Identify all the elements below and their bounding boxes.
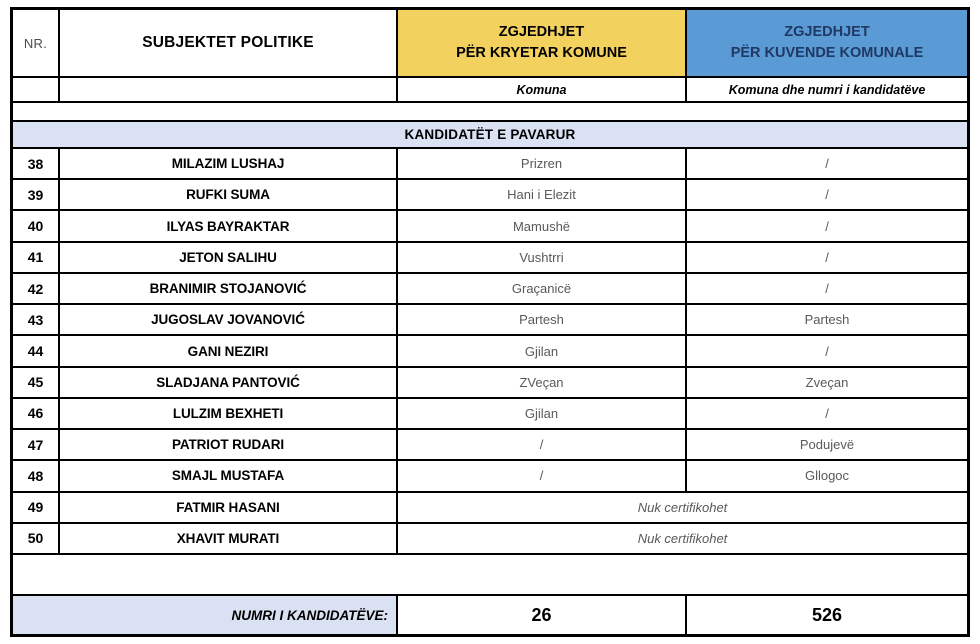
spacer-row-bottom [13, 555, 967, 596]
cell-nr: 45 [13, 368, 60, 397]
totals-assembly-count: 526 [811, 604, 843, 625]
cell-nr: 41 [13, 243, 60, 272]
cell-mayor-komuna: Gjilan [398, 336, 687, 365]
cell-nr: 49 [13, 493, 60, 522]
table-subheader-row [13, 78, 967, 103]
subheader-nr-empty [13, 78, 60, 101]
cell-mayor-komuna: Vushtrri [398, 243, 687, 272]
cell-candidate-name: GANI NEZIRI [60, 336, 398, 365]
header-mayor-elections [398, 10, 687, 76]
cell-nr: 39 [13, 180, 60, 209]
totals-mayor-count: 26 [398, 596, 687, 634]
table-row [13, 368, 967, 399]
table-row [13, 399, 967, 430]
header-assembly-line1: ZGJEDHJET [784, 23, 870, 40]
header-mayor-line1: ZGJEDHJET [498, 23, 585, 40]
cell-assembly-komuna: Podujevë [799, 437, 855, 453]
cell-mayor-komuna: Hani i Elezit [398, 180, 687, 209]
data-rows [13, 149, 967, 555]
candidates-table [10, 7, 970, 637]
cell-candidate-name: MILAZIM LUSHAJ [60, 149, 398, 178]
table-header-row [13, 10, 967, 78]
cell-nr: 43 [13, 305, 60, 334]
header-mayor-line2: PËR KRYETAR KOMUNE [456, 45, 627, 61]
cell-candidate-name: ILYAS BAYRAKTAR [60, 211, 398, 240]
header-nr: NR. [13, 10, 60, 76]
subheader-mayor-komuna: Komuna [398, 78, 687, 101]
cell-assembly-komuna: / [825, 187, 829, 203]
cell-nr: 50 [13, 524, 60, 553]
cell-assembly-komuna: / [825, 343, 829, 359]
totals-row [13, 596, 967, 634]
cell-candidate-name: JETON SALIHU [60, 243, 398, 272]
header-assembly-line2: PËR KUVENDE KOMUNALE [730, 45, 924, 61]
cell-candidate-name: JUGOSLAV JOVANOVIĆ [60, 305, 398, 334]
cell-candidate-name: SMAJL MUSTAFA [60, 461, 398, 490]
cell-mayor-komuna: Graçanicë [398, 274, 687, 303]
cell-assembly-komuna: / [825, 249, 829, 265]
cell-candidate-name: PATRIOT RUDARI [60, 430, 398, 459]
cell-not-certified: Nuk certifikohet [637, 530, 728, 546]
cell-nr: 47 [13, 430, 60, 459]
cell-mayor-komuna: ZVeçan [398, 368, 687, 397]
cell-assembly-komuna: / [825, 156, 829, 172]
cell-nr: 44 [13, 336, 60, 365]
subheader-assembly-komuna: Komuna dhe numri i kandidatëve [728, 82, 926, 97]
cell-mayor-komuna: Partesh [398, 305, 687, 334]
table-row [13, 493, 967, 524]
table-row [13, 180, 967, 211]
table-row [13, 305, 967, 336]
subheader-subjects-empty [60, 78, 398, 101]
cell-nr: 46 [13, 399, 60, 428]
cell-mayor-komuna: / [398, 430, 687, 459]
cell-candidate-name: LULZIM BEXHETI [60, 399, 398, 428]
cell-assembly-komuna: / [825, 281, 829, 297]
cell-assembly-komuna: Zveçan [805, 374, 849, 390]
table-row [13, 211, 967, 242]
table-row [13, 430, 967, 461]
spacer-row-top [13, 103, 967, 122]
cell-nr: 40 [13, 211, 60, 240]
table-row [13, 274, 967, 305]
cell-nr: 48 [13, 461, 60, 490]
cell-candidate-name: XHAVIT MURATI [60, 524, 398, 553]
table-row [13, 336, 967, 367]
cell-assembly-komuna: / [825, 218, 829, 234]
table-row [13, 524, 967, 555]
cell-nr: 38 [13, 149, 60, 178]
cell-assembly-komuna: / [825, 405, 829, 421]
table-row [13, 149, 967, 180]
header-assembly-elections [687, 10, 967, 76]
cell-mayor-komuna: / [398, 461, 687, 490]
section-title: KANDIDATËT E PAVARUR [404, 127, 576, 142]
cell-candidate-name: SLADJANA PANTOVIĆ [60, 368, 398, 397]
cell-candidate-name: RUFKI SUMA [60, 180, 398, 209]
cell-assembly-komuna: Partesh [804, 312, 850, 328]
cell-mayor-komuna: Gjilan [398, 399, 687, 428]
cell-mayor-komuna: Mamushë [398, 211, 687, 240]
cell-nr: 42 [13, 274, 60, 303]
header-political-subjects: SUBJEKTET POLITIKE [60, 10, 398, 76]
table-row [13, 243, 967, 274]
cell-mayor-komuna: Prizren [398, 149, 687, 178]
totals-label: NUMRI I KANDIDATËVE: [13, 596, 398, 634]
table-row [13, 461, 967, 492]
cell-not-certified: Nuk certifikohet [637, 499, 728, 515]
cell-candidate-name: FATMIR HASANI [60, 493, 398, 522]
cell-candidate-name: BRANIMIR STOJANOVIĆ [60, 274, 398, 303]
cell-assembly-komuna: Gllogoc [804, 468, 850, 484]
section-band [13, 122, 967, 149]
